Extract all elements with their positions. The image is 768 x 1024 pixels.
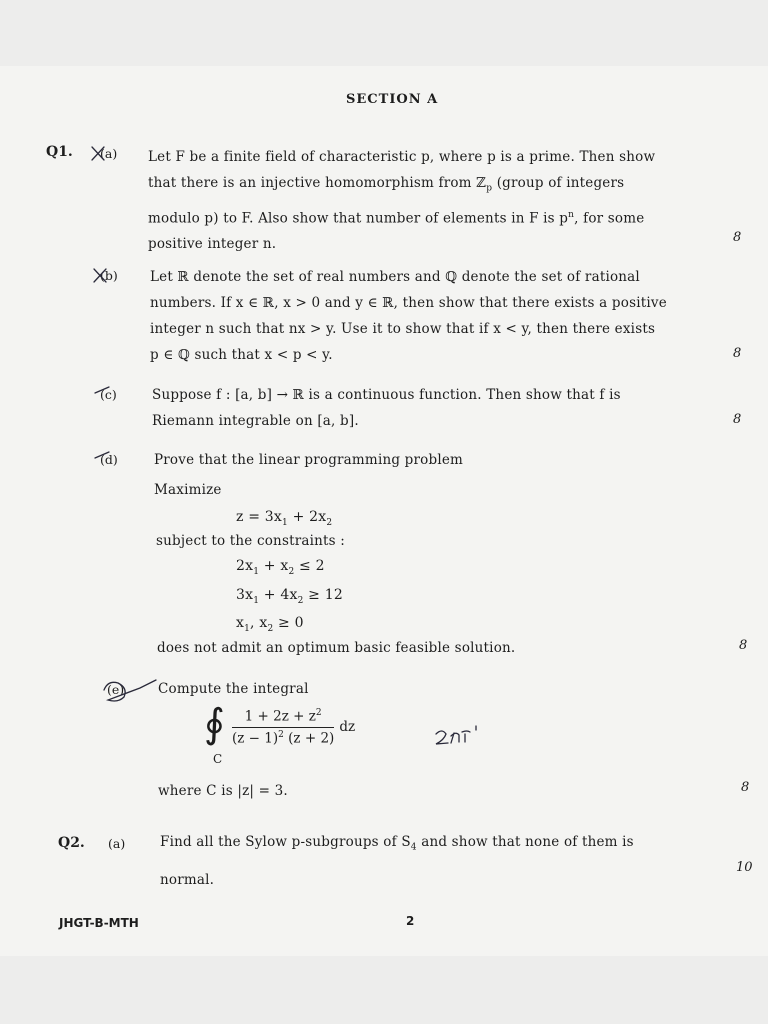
contour-integral-symbol: ∮: [204, 701, 225, 747]
q1-d-maximize: Maximize: [154, 482, 222, 498]
contour-label: C: [213, 752, 223, 766]
integrand-fraction: $\frac{1 + 2z + z^2}{(z - 1)^2 (z + 2)}$ dz: [232, 708, 356, 746]
q1-d-constraint-3: $x_1$, $x_2 \ge 0$: [236, 615, 304, 634]
q2-a-marks: 10: [736, 860, 753, 875]
page-number: 2: [406, 914, 415, 928]
q1-part-c-label: (c): [100, 387, 117, 402]
q1-e-intro: Compute the integral: [158, 681, 309, 697]
pen-strike-b: [94, 269, 106, 282]
q1-a-marks: 8: [733, 230, 742, 245]
handwritten-2pi-i: [436, 726, 476, 744]
q1-d-intro: Prove that the linear programming problem: [154, 452, 464, 468]
pen-tick-d: [95, 452, 109, 458]
q1-part-b-text: Let ℝ denote the set of real numbers and ℚ denote the set of rational numbers. If x ∈ ℝ, x > 0 and y ∈ ℝ, then show that there exists a positive integer n such that nx > y. Use it to show that if x < y, then there exists p ∈ ℚ such that x < p < y.: [150, 269, 667, 363]
q1-d-objective: $z = 3x_1 + 2x_2$: [236, 509, 333, 528]
q1-b-marks: 8: [733, 346, 742, 361]
q2-part-a-text: Find all the Sylow p-subgroups of $S_4$ and show that none of them is normal.: [160, 834, 634, 888]
q1-part-b-label: (b): [100, 268, 118, 283]
pen-strike-a: [92, 147, 104, 160]
q1-part-c-text: Suppose f : [a, b] → ℝ is a continuous function. Then show that f is Riemann integrable on [a, b].: [152, 387, 621, 429]
q1-d-constraint-1: $2x_1 + x_2 \le 2$: [236, 558, 325, 577]
q1-part-a-text: Let F be a finite field of characteristic p, where p is a prime. Then show that there is an injective homomorphism from ℤ$_p$ (group of integers modulo p) to F. Also show that number of elements in F is $p^n$, for some positive integer n.: [148, 149, 656, 253]
paper-code: JHGT-B-MTH: [59, 916, 139, 930]
q1-part-e-label: (e): [107, 682, 125, 697]
q1-d-constraint-2: $3x_1 + 4x_2 \ge 12$: [236, 587, 343, 606]
section-heading: SECTION A: [346, 92, 439, 107]
q1-c-marks: 8: [733, 412, 742, 427]
q1-d-marks: 8: [739, 638, 748, 653]
q1-e-where: where C is |z| = 3.: [158, 783, 288, 799]
q1-part-d-label: (d): [100, 452, 118, 467]
q1-d-conclusion: does not admit an optimum basic feasible solution.: [157, 640, 516, 656]
q1-part-a-label: (a): [100, 146, 118, 161]
question-2-number: Q2.: [58, 835, 85, 851]
q1-d-subject-to: subject to the constraints :: [156, 533, 346, 549]
q2-part-a-label: (a): [108, 836, 126, 851]
pen-circle-e: [104, 680, 156, 701]
pen-tick-c: [95, 387, 109, 393]
q1-e-marks: 8: [741, 780, 750, 795]
question-1-number: Q1.: [46, 144, 73, 160]
